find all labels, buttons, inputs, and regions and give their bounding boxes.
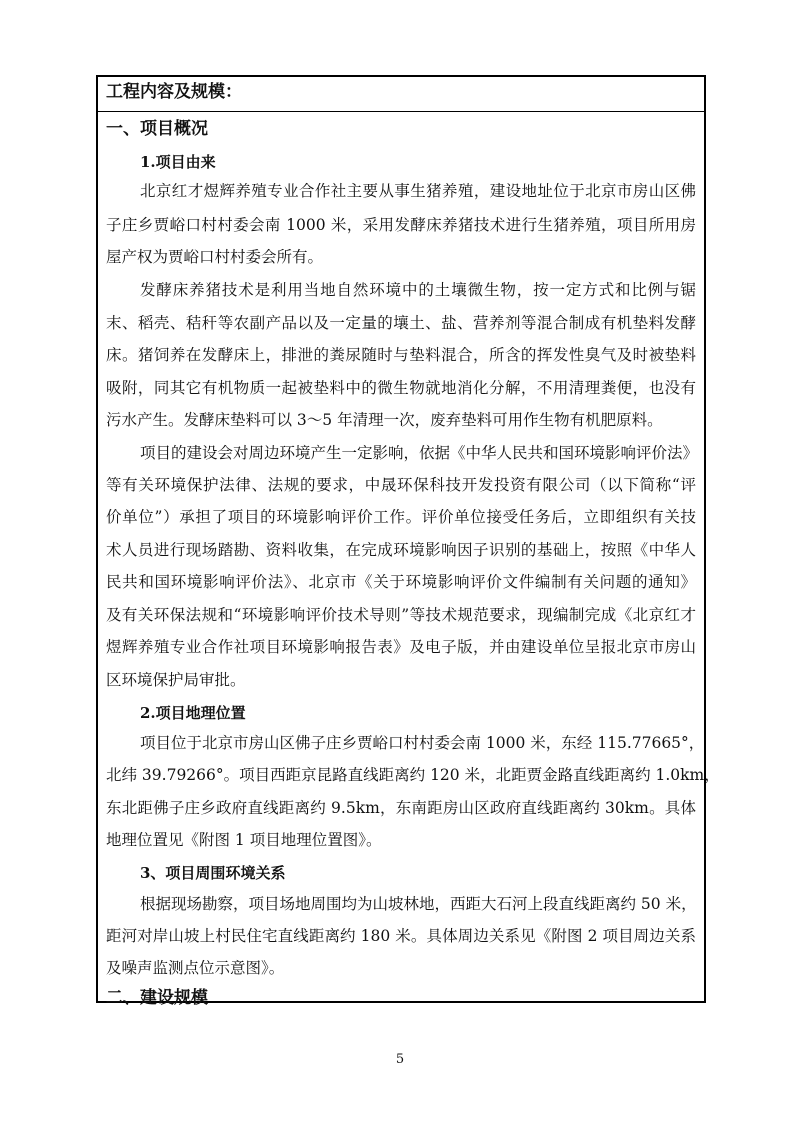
paragraph-line: 项目位于北京市房山区佛子庄乡贾峪口村村委会南 1000 米，东经 115.77665°， (140, 734, 705, 752)
subheading-project-origin: 1.项目由来 (140, 153, 216, 171)
paragraph-line: 屋产权为贾峪口村村委会所有。 (106, 248, 324, 266)
paragraph-line: 根据现场勘察，项目场地周围均为山坡林地，西距大石河上段直线距离约 50 米， (140, 895, 697, 913)
paragraph-line: 项目的建设会对周边环境产生一定影响，依据《中华人民共和国环境影响评价法》 (140, 444, 699, 462)
title-divider (98, 111, 704, 112)
paragraph-line: 子庄乡贾峪口村村委会南 1000 米，采用发酵床养猪技术进行生猪养殖，项目所用房 (106, 216, 696, 234)
page-number: 5 (395, 1052, 405, 1067)
paragraph-line: 术人员进行现场踏勘、资料收集，在完成环境影响因子识别的基础上，按照《中华人 (106, 541, 696, 559)
paragraph-line: 等有关环境保护法律、法规的要求，中晟环保科技开发投资有限公司（以下简称“评 (106, 476, 696, 494)
paragraph-line: 床。猪饲养在发酵床上，排泄的粪尿随时与垫料混合，所含的挥发性臭气及时被垫料 (106, 346, 696, 364)
section-title: 工程内容及规模： (106, 82, 242, 102)
paragraph-line: 民共和国环境影响评价法》、北京市《关于环境影响评价文件编制有关问题的通知》 (106, 573, 696, 591)
paragraph-line: 北京红才煜辉养殖专业合作社主要从事生猪养殖，建设地址位于北京市房山区佛 (140, 182, 696, 200)
paragraph-line: 煜辉养殖专业合作社项目环境影响报告表》及电子版，并由建设单位呈报北京市房山 (106, 638, 696, 656)
heading-construction-scale: 二、建设规模 (106, 988, 208, 1008)
paragraph-line: 东北距佛子庄乡政府直线距离约 9.5km，东南距房山区政府直线距离约 30km。具体 (106, 799, 696, 817)
paragraph-line: 距河对岸山坡上村民住宅直线距离约 180 米。具体周边关系见《附图 2 项目周边关系 (106, 927, 696, 945)
subheading-surroundings: 3、项目周围环境关系 (140, 864, 286, 882)
paragraph-line: 发酵床养猪技术是利用当地自然环境中的土壤微生物，按一定方式和比例与锯 (140, 281, 696, 299)
paragraph-line: 吸附，同其它有机物质一起被垫料中的微生物就地消化分解，不用清理粪便，也没有 (106, 379, 696, 397)
heading-project-overview: 一、项目概况 (106, 119, 208, 139)
content-frame (96, 75, 720, 1008)
paragraph-line: 地理位置见《附图 1 项目地理位置图》。 (106, 831, 382, 849)
subheading-geographic-location: 2.项目地理位置 (140, 704, 246, 722)
paragraph-line: 末、稻壳、秸秆等农副产品以及一定量的壤土、盐、营养剂等混合制成有机垫料发酵 (106, 314, 696, 332)
paragraph-line: 污水产生。发酵床垫料可以 3～5 年清理一次，废弃垫料可用作生物有机肥原料。 (106, 411, 663, 429)
paragraph-line: 及噪声监测点位示意图》。 (106, 959, 285, 977)
paragraph-line: 价单位”）承担了项目的环境影响评价工作。评价单位接受任务后，立即组织有关技 (106, 508, 696, 526)
paragraph-line: 及有关环保法规和“环境影响评价技术导则”等技术规范要求，现编制完成《北京红才 (106, 606, 696, 624)
paragraph-line: 区环境保护局审批。 (106, 671, 246, 689)
paragraph-line: 北纬 39.79266°。项目西距京昆路直线距离约 120 米，北距贾金路直线距离约 1.0km， (106, 766, 720, 784)
